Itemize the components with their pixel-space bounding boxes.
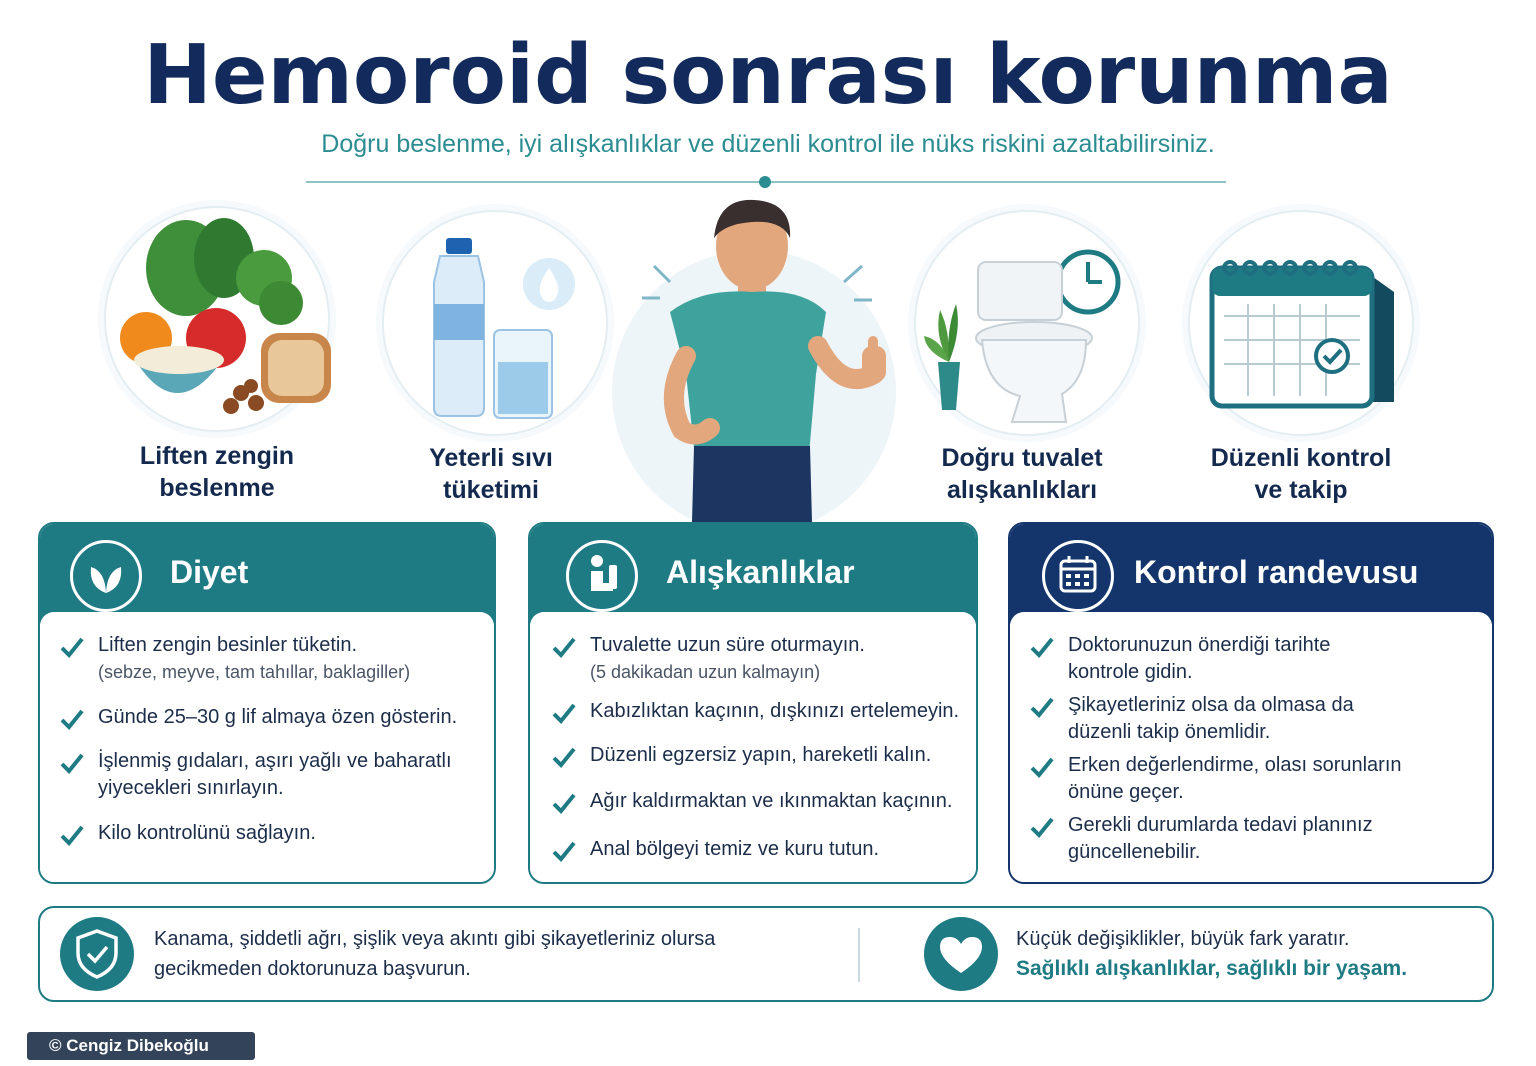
calendar-small-icon xyxy=(1042,540,1114,612)
list-item: Anal bölgeyi temiz ve kuru tutun. xyxy=(590,838,880,860)
tip-toilet xyxy=(914,210,1140,436)
sitting-person-icon xyxy=(566,540,638,612)
calendar-icon xyxy=(1190,212,1416,438)
check-icon xyxy=(1030,636,1054,658)
panel-diet-body xyxy=(40,612,494,884)
footer-warning: Kanama, şiddetli ağrı, şişlik veya akıntı gibi şikayetleriniz olursa gecikmeden doktorunuza başvurun. xyxy=(154,928,716,980)
person-thumbs-up-icon xyxy=(612,196,902,522)
tip-water xyxy=(382,210,608,436)
heart-icon xyxy=(924,917,998,991)
divider-dot xyxy=(759,176,771,188)
leaf-icon xyxy=(70,540,142,612)
list-item: Günde 25–30 g lif almaya özen gösterin. xyxy=(98,706,458,728)
list-item: Kilo kontrolünü sağlayın. xyxy=(98,822,316,844)
tip-toilet-label: Doğru tuvalet alışkanlıkları xyxy=(941,444,1103,504)
check-icon xyxy=(1030,696,1054,718)
list-item: Ağır kaldırmaktan ve ıkınmaktan kaçının. xyxy=(590,790,953,812)
check-icon xyxy=(60,752,84,774)
panel-checkup xyxy=(1008,522,1494,884)
tip-calendar xyxy=(1188,210,1414,436)
check-icon xyxy=(552,840,576,862)
list-item: İşlenmiş gıdaları, aşırı yağlı ve baharatlı yiyecekleri sınırlayın. xyxy=(98,750,452,799)
panel-habits xyxy=(528,522,978,884)
check-icon xyxy=(552,792,576,814)
panel-diet-title: Diyet xyxy=(170,554,249,590)
check-icon xyxy=(552,746,576,768)
healthy-food-icon xyxy=(106,208,332,434)
check-icon xyxy=(60,824,84,846)
panel-habits-body xyxy=(530,612,976,884)
list-item: Erken değerlendirme, olası sorunların önüne geçer. xyxy=(1068,754,1402,803)
list-item: Gerekli durumlarda tedavi planınız güncellenebilir. xyxy=(1068,814,1373,863)
list-item: Şikayetleriniz olsa da olmasa da düzenli takip önemlidir. xyxy=(1068,694,1354,743)
tip-food-label: Liften zengin beslenme xyxy=(139,442,295,502)
panel-checkup-body xyxy=(1010,612,1492,884)
footer-separator xyxy=(858,928,860,982)
check-icon xyxy=(1030,816,1054,838)
list-item: Düzenli egzersiz yapın, hareketli kalın. xyxy=(590,744,932,766)
check-icon xyxy=(60,636,84,658)
list-item: Tuvalette uzun süre oturmayın. (5 dakikadan uzun kalmayın) xyxy=(590,634,865,682)
check-icon xyxy=(1030,756,1054,778)
page-subtitle: Doğru beslenme, iyi alışkanlıklar ve düzenli kontrol ile nüks riskini azaltabilirsiniz. xyxy=(321,130,1215,158)
list-item: Doktorunuzun önerdiği tarihte kontrole gidin. xyxy=(1068,634,1331,683)
water-bottle-icon xyxy=(384,212,610,438)
shield-check-icon xyxy=(60,917,134,991)
tip-food xyxy=(104,206,330,432)
footer-motto: Küçük değişiklikler, büyük fark yaratır. Sağlıklı alışkanlıklar, sağlıklı bir yaşam. xyxy=(1016,928,1408,980)
list-item: Liften zengin besinler tüketin. (sebze, meyve, tam tahıllar, baklagiller) xyxy=(98,634,411,682)
panel-habits-title: Alışkanlıklar xyxy=(666,554,855,590)
credit-label: © Cengiz Dibekoğlu xyxy=(27,1032,255,1060)
tip-calendar-label: Düzenli kontrol ve takip xyxy=(1210,444,1392,504)
page-title: Hemoroid sonrası korunma xyxy=(143,28,1393,123)
check-icon xyxy=(60,708,84,730)
check-icon xyxy=(552,636,576,658)
footer-banner xyxy=(38,906,1494,1002)
panel-diet xyxy=(38,522,496,884)
check-icon xyxy=(552,702,576,724)
tip-water-label: Yeterli sıvı tüketimi xyxy=(429,444,553,504)
toilet-icon xyxy=(916,212,1142,438)
list-item: Kabızlıktan kaçının, dışkınızı ertelemeyin. xyxy=(590,700,960,722)
panel-checkup-title: Kontrol randevusu xyxy=(1134,554,1419,590)
